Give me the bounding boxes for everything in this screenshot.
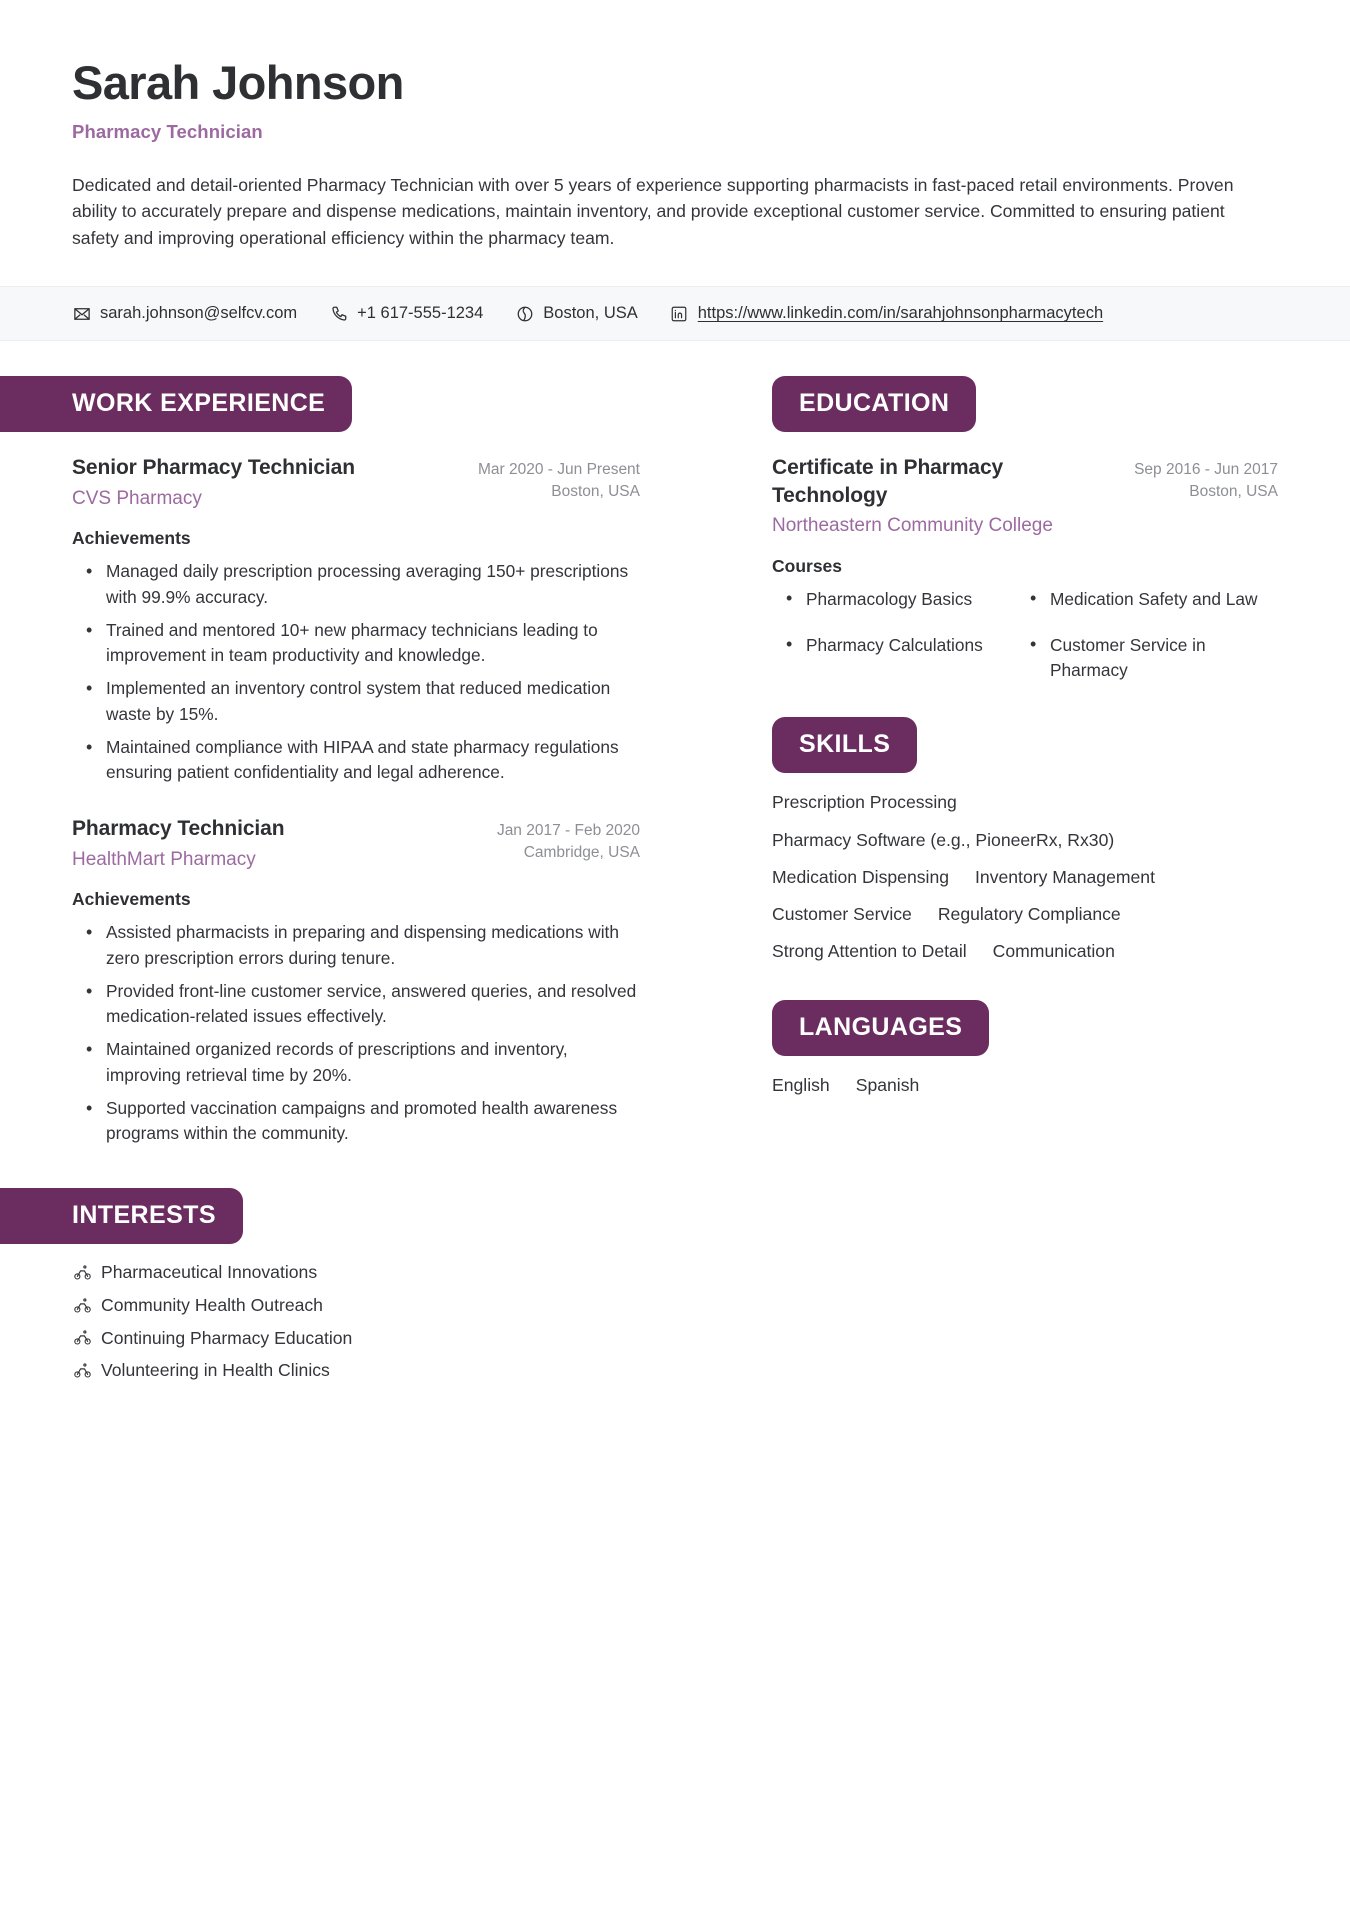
- section-heading-skills: SKILLS: [772, 717, 917, 773]
- work-entry-title: Pharmacy Technician: [72, 817, 285, 841]
- list-item: • Medication Safety and Law: [1050, 587, 1278, 612]
- interests-list: [0, 1260, 700, 1383]
- interest-label: Pharmaceutical Innovations: [101, 1262, 318, 1283]
- list-item: • Managed daily prescription processing averaging 150+ prescriptions with 99.9% accuracy.: [106, 559, 640, 610]
- education-location: Boston, USA: [1189, 482, 1278, 500]
- work-entry-location: Cambridge, USA: [523, 843, 640, 861]
- contact-phone[interactable]: [329, 304, 483, 323]
- skill-tag: Inventory Management: [975, 866, 1155, 887]
- list-item: [72, 1326, 640, 1351]
- work-entry: [0, 815, 700, 1146]
- right-column: [700, 376, 1350, 1099]
- contact-bar: [0, 286, 1350, 341]
- skill-tag: Regulatory Compliance: [937, 904, 1121, 925]
- education-entry-header: [772, 454, 1278, 538]
- linkedin-icon: [670, 304, 689, 323]
- language-tag: Spanish: [855, 1074, 920, 1095]
- skill-tag: Customer Service: [772, 904, 912, 925]
- list-item: • Supported vaccination campaigns and promoted health awareness programs within the community.: [106, 1096, 640, 1147]
- list-item: • Maintained compliance with HIPAA and state pharmacy regulations ensuring patient confidentiality and legal adherence.: [106, 735, 640, 786]
- section-heading-languages: LANGUAGES: [772, 1000, 989, 1056]
- globe-pin-icon: [515, 304, 534, 323]
- list-item: [72, 1293, 640, 1318]
- work-entry: [0, 454, 700, 785]
- work-entry-date: Mar 2020 - Jun Present: [478, 461, 640, 479]
- left-column: [0, 376, 700, 1390]
- list-item: • Provided front-line customer service, answered queries, and resolved medication-related issues effectively.: [106, 979, 640, 1030]
- skills-section: [700, 789, 1350, 965]
- contact-location[interactable]: [515, 304, 637, 323]
- education-date: Sep 2016 - Jun 2017: [1134, 461, 1278, 479]
- list-item: • Maintained organized records of prescriptions and inventory, improving retrieval time by 20%.: [106, 1037, 640, 1088]
- skill-tag: Communication: [992, 941, 1115, 962]
- languages-section: [700, 1072, 1350, 1099]
- courses-label: Courses: [772, 555, 843, 576]
- resume-body: [0, 341, 1350, 1390]
- list-item: • Customer Service in Pharmacy: [1050, 633, 1278, 683]
- work-achievements-list: [72, 920, 640, 1146]
- bicycle-icon: [72, 1360, 92, 1380]
- list-item: [72, 1260, 640, 1285]
- contact-location-text: Boston, USA: [543, 304, 638, 323]
- languages-list: [772, 1072, 1272, 1099]
- section-heading-work-experience: WORK EXPERIENCE: [0, 376, 352, 432]
- interest-label: Community Health Outreach: [101, 1294, 323, 1315]
- work-entry-location: Boston, USA: [551, 482, 640, 500]
- skill-tag: Prescription Processing: [772, 792, 957, 813]
- list-item: • Pharmacy Calculations: [806, 633, 1034, 683]
- work-entry-company: HealthMart Pharmacy: [72, 848, 256, 870]
- envelope-icon: [72, 304, 91, 323]
- education-entry: [700, 454, 1350, 683]
- bicycle-icon: [72, 1263, 92, 1283]
- bicycle-icon: [72, 1328, 92, 1348]
- work-entry-company: CVS Pharmacy: [72, 487, 202, 509]
- contact-email[interactable]: [72, 304, 297, 323]
- work-entry-date: Jan 2017 - Feb 2020: [496, 822, 640, 840]
- contact-linkedin[interactable]: [670, 304, 1103, 323]
- list-item: • Pharmacology Basics: [806, 587, 1034, 612]
- language-tag: English: [772, 1074, 830, 1095]
- section-heading-interests: INTERESTS: [0, 1188, 243, 1244]
- list-item: • Implemented an inventory control system that reduced medication waste by 15%.: [106, 676, 640, 727]
- achievements-label: Achievements: [72, 528, 191, 549]
- section-heading-education: EDUCATION: [772, 376, 976, 432]
- page-title: Sarah Johnson: [72, 56, 404, 109]
- resume-header: [0, 0, 1350, 252]
- phone-icon: [329, 304, 348, 323]
- contact-linkedin-link[interactable]: https://www.linkedin.com/in/sarahjohnsonpharmacytech: [697, 304, 1104, 323]
- contact-phone-text: +1 617-555-1234: [357, 304, 484, 323]
- header-job-title: Pharmacy Technician: [72, 120, 263, 142]
- work-achievements-list: [72, 559, 640, 785]
- skills-list: [772, 789, 1272, 965]
- contact-email-text: sarah.johnson@selfcv.com: [100, 304, 298, 323]
- skill-tag: Pharmacy Software (e.g., PioneerRx, Rx30): [772, 829, 1115, 850]
- courses-list: [772, 587, 1278, 684]
- list-item: • Assisted pharmacists in preparing and dispensing medications with zero prescription errors during tenure.: [106, 920, 640, 971]
- interest-label: Volunteering in Health Clinics: [101, 1360, 330, 1381]
- education-school: Northeastern Community College: [772, 514, 1053, 536]
- work-entry-header: [72, 454, 640, 511]
- bicycle-icon: [72, 1295, 92, 1315]
- interest-label: Continuing Pharmacy Education: [101, 1327, 353, 1348]
- achievements-label: Achievements: [72, 889, 191, 910]
- professional-summary: Dedicated and detail-oriented Pharmacy Technician with over 5 years of experience supporting pharmacists in fast-paced retail environments. Proven ability to accurately prepare and dispense medications, maintain inventory, and provide exceptional customer service. Committed to ensuring patient safety and improving operational efficiency within the pharmacy team.: [72, 174, 1234, 249]
- education-degree: Certificate in Pharmacy Technology: [772, 456, 1004, 507]
- skill-tag: Strong Attention to Detail: [772, 941, 967, 962]
- work-entry-header: [72, 815, 640, 872]
- work-entry-title: Senior Pharmacy Technician: [72, 456, 355, 480]
- list-item: • Trained and mentored 10+ new pharmacy technicians leading to improvement in team productivity and knowledge.: [106, 618, 640, 669]
- skill-tag: Medication Dispensing: [772, 866, 950, 887]
- list-item: [72, 1358, 640, 1383]
